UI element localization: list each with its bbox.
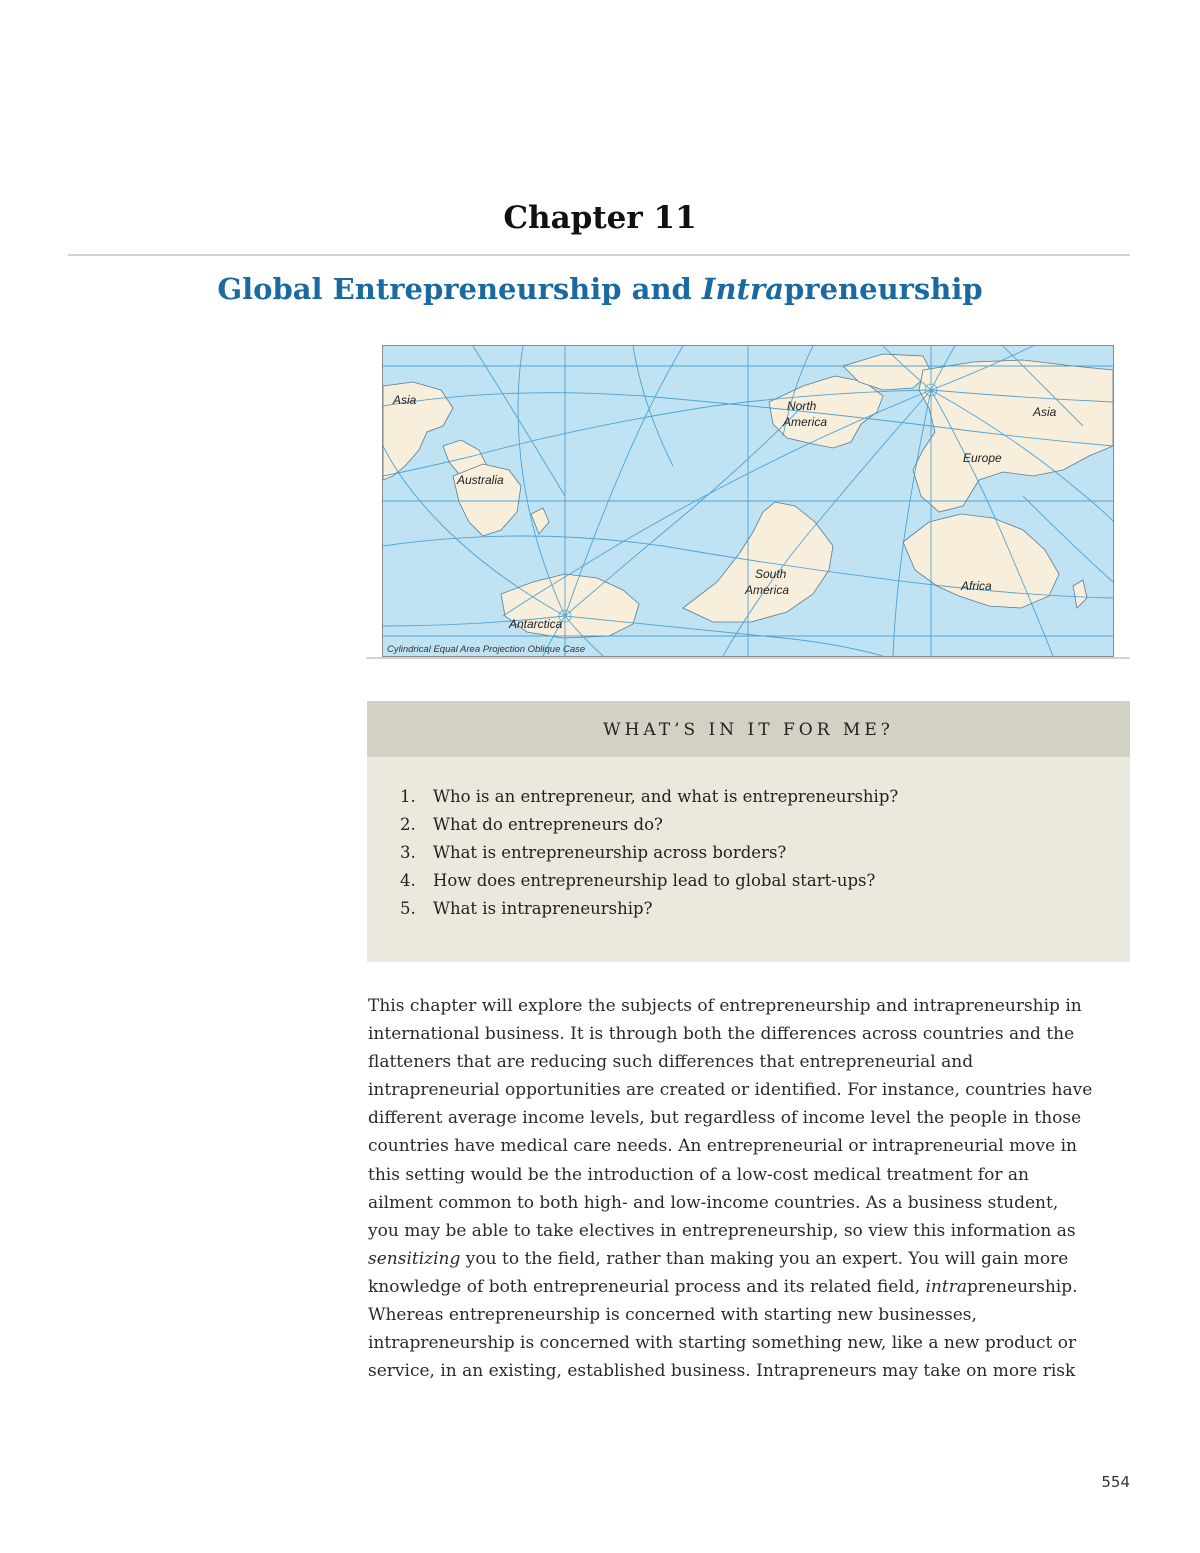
body-line-rest: you to the field, rather than making you an expert. You will gain more <box>460 1248 1069 1269</box>
body-line: intrapreneurial opportunities are created or identified. For instance, countries have <box>368 1080 1093 1101</box>
learning-objectives-heading: WHAT’S IN IT FOR ME? <box>367 701 1130 757</box>
label-asia-west: Asia <box>393 393 417 407</box>
page-number: 554 <box>1101 1473 1130 1491</box>
list-item-number: 5. <box>400 899 416 918</box>
body-italic-term: intra <box>925 1276 967 1297</box>
list-item <box>367 783 1130 811</box>
list-item-text: What do entrepreneurs do? <box>433 815 663 834</box>
label-north-america-2: America <box>783 415 828 429</box>
chapter-title-part2: preneurship <box>784 272 983 306</box>
chapter-title <box>0 272 1200 306</box>
body-line: ailment common to both high- and low-income countries. As a business student, <box>368 1192 1059 1213</box>
list-item-text: Who is an entrepreneur, and what is entrepreneurship? <box>433 787 899 806</box>
world-map-figure <box>382 345 1114 657</box>
list-item-number: 2. <box>400 815 416 834</box>
body-line-start: knowledge of both entrepreneurial process and its related field, <box>368 1276 926 1297</box>
list-item <box>367 811 1130 839</box>
label-north-america-1: North <box>787 399 817 413</box>
body-line-end: preneurship. <box>966 1276 1078 1297</box>
title-divider <box>68 254 1130 256</box>
label-africa: Africa <box>961 579 992 593</box>
list-item <box>367 895 1130 923</box>
body-line: you may be able to take electives in entrepreneurship, so view this information as <box>368 1220 1076 1241</box>
list-item-number: 4. <box>400 871 416 890</box>
list-item <box>367 867 1130 895</box>
list-item-text: What is entrepreneurship across borders? <box>433 843 787 862</box>
list-item <box>367 839 1130 867</box>
list-item-number: 3. <box>400 843 416 862</box>
body-line: countries have medical care needs. An entrepreneurial or intrapreneurial move in <box>368 1136 1077 1157</box>
body-line: service, in an existing, established business. Intrapreneurs may take on more risk <box>368 1361 1076 1382</box>
chapter-label: Chapter 11 <box>503 200 697 236</box>
map-divider <box>366 657 1130 659</box>
list-item-text: What is intrapreneurship? <box>433 899 653 918</box>
list-item-text: How does entrepreneurship lead to global start-ups? <box>433 871 876 890</box>
label-europe: Europe <box>963 451 1002 465</box>
body-line: this setting would be the introduction of a low-cost medical treatment for an <box>368 1164 1029 1185</box>
body-paragraph <box>368 992 1138 1385</box>
body-line: different average income levels, but regardless of income level the people in those <box>368 1108 1082 1129</box>
learning-objectives-box <box>367 701 1130 962</box>
label-south-america-2: America <box>745 583 790 597</box>
body-line <box>368 1245 1138 1273</box>
body-line: This chapter will explore the subjects of entrepreneurship and intrapreneurship in <box>368 996 1082 1016</box>
map-caption: Cylindrical Equal Area Projection Oblique Case <box>387 644 586 655</box>
body-line: Whereas entrepreneurship is concerned with starting new businesses, <box>368 1305 977 1326</box>
label-antarctica: Antarctica <box>509 617 563 631</box>
chapter-title-italic: Intra <box>701 272 785 306</box>
label-south-america-1: South <box>755 567 787 581</box>
label-asia-east: Asia <box>1033 405 1057 419</box>
label-australia: Australia <box>457 473 504 487</box>
list-item-number: 1. <box>400 787 416 806</box>
learning-objectives-list <box>367 757 1130 923</box>
body-italic-term: sensitizing <box>368 1248 461 1269</box>
body-line: flatteners that are reducing such differences that entrepreneurial and <box>368 1052 974 1073</box>
body-line: intrapreneurship is concerned with starting something new, like a new product or <box>368 1333 1077 1354</box>
chapter-title-part1: Global Entrepreneurship and <box>217 272 702 306</box>
body-line <box>368 1273 1138 1301</box>
body-line: international business. It is through both the differences across countries and the <box>368 1024 1075 1045</box>
